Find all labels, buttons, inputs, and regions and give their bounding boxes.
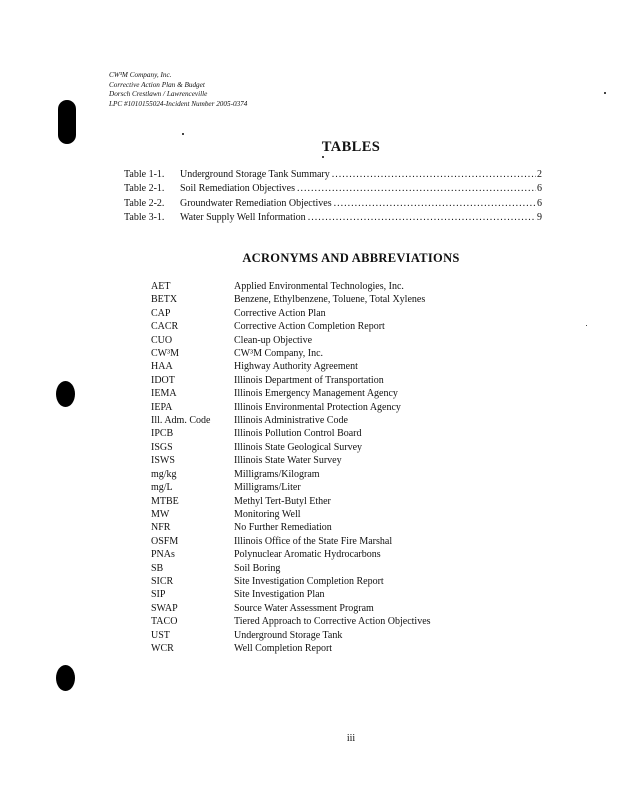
acronym-row bbox=[151, 293, 431, 306]
acronym-row bbox=[151, 387, 431, 400]
table-entry bbox=[124, 211, 542, 225]
acronym-row bbox=[151, 374, 431, 387]
table-entry-title: Soil Remediation Objectives bbox=[180, 183, 295, 195]
tables-list bbox=[124, 168, 542, 225]
acronym-definition: CW³M Company, Inc. bbox=[234, 348, 324, 360]
acronym-row bbox=[151, 588, 431, 601]
header-incident: LPC #1010155024-Incident Number 2005-0374 bbox=[109, 99, 248, 108]
acronym-row bbox=[151, 441, 431, 454]
acronym-abbreviation: IEPA bbox=[151, 401, 173, 413]
acronym-abbreviation: BETX bbox=[151, 294, 178, 306]
acronym-row bbox=[151, 495, 431, 508]
acronym-definition: No Further Remediation bbox=[234, 522, 332, 534]
acronym-abbreviation: CACR bbox=[151, 321, 179, 333]
acronym-row bbox=[151, 307, 431, 320]
acronym-definition: Illinois Administrative Code bbox=[234, 415, 348, 427]
dot-leader bbox=[297, 182, 536, 196]
acronym-definition: Corrective Action Plan bbox=[234, 307, 326, 319]
punch-hole-middle bbox=[56, 381, 75, 407]
table-entry-title: Water Supply Well Information bbox=[180, 211, 306, 223]
acronym-row bbox=[151, 280, 431, 293]
acronym-abbreviation: NFR bbox=[151, 522, 171, 534]
acronym-row bbox=[151, 548, 431, 561]
acronym-abbreviation: CW³M bbox=[151, 348, 179, 360]
punch-hole-bottom bbox=[56, 665, 75, 691]
table-entry-page: 2 bbox=[537, 169, 542, 180]
table-entry bbox=[124, 168, 542, 182]
acronym-definition: Well Completion Report bbox=[234, 642, 333, 654]
acronym-abbreviation: SIP bbox=[151, 589, 166, 601]
acronym-abbreviation: mg/kg bbox=[151, 468, 177, 480]
acronym-definition: Illinois Environmental Protection Agency bbox=[234, 401, 401, 413]
acronym-row bbox=[151, 347, 431, 360]
acronym-row bbox=[151, 562, 431, 575]
acronym-definition: Illinois State Water Survey bbox=[234, 455, 342, 467]
acronym-row bbox=[151, 401, 431, 414]
acronym-definition: Applied Environmental Technologies, Inc. bbox=[234, 281, 404, 292]
acronym-abbreviation: IDOT bbox=[151, 374, 175, 386]
acronym-definition: Illinois State Geological Survey bbox=[234, 441, 363, 453]
acronym-definition: Source Water Assessment Program bbox=[234, 602, 374, 614]
punch-hole-top bbox=[58, 100, 76, 144]
scan-speck bbox=[322, 156, 324, 158]
acronym-row bbox=[151, 334, 431, 347]
acronym-abbreviation: mg/L bbox=[151, 482, 173, 494]
acronym-definition: Milligrams/Kilogram bbox=[234, 468, 320, 480]
scan-speck bbox=[586, 325, 587, 326]
acronym-abbreviation: TACO bbox=[151, 616, 178, 628]
acronym-definition: Illinois Pollution Control Board bbox=[234, 428, 362, 440]
acronym-abbreviation: PNAs bbox=[151, 549, 175, 561]
header-company: CW³M Company, Inc. bbox=[109, 71, 172, 79]
acronym-row bbox=[151, 320, 431, 333]
table-entry-page: 9 bbox=[537, 211, 542, 223]
acronym-row bbox=[151, 615, 431, 628]
table-entry-page: 6 bbox=[537, 183, 542, 195]
acronym-definition: Methyl Tert-Butyl Ether bbox=[234, 495, 331, 507]
acronym-definition: Monitoring Well bbox=[234, 508, 301, 520]
acronym-row bbox=[151, 629, 431, 642]
acronym-abbreviation: CAP bbox=[151, 307, 171, 319]
acronym-definition: Polynuclear Aromatic Hydrocarbons bbox=[234, 549, 381, 561]
acronym-abbreviation: ISWS bbox=[151, 455, 175, 467]
document-header bbox=[109, 71, 247, 109]
acronym-definition: Illinois Department of Transportation bbox=[234, 374, 384, 386]
acronym-row bbox=[151, 602, 431, 615]
scan-speck bbox=[182, 133, 184, 135]
acronym-abbreviation: WCR bbox=[151, 642, 174, 654]
acronym-abbreviation: IEMA bbox=[151, 388, 177, 400]
acronym-definition: Site Investigation Plan bbox=[234, 589, 325, 601]
acronym-abbreviation: UST bbox=[151, 629, 170, 641]
acronym-row bbox=[151, 454, 431, 467]
header-document-type: Corrective Action Plan & Budget bbox=[109, 80, 205, 89]
acronym-row bbox=[151, 521, 431, 534]
table-entry-label: Table 1-1. bbox=[124, 169, 165, 180]
acronym-abbreviation: ISGS bbox=[151, 441, 173, 453]
table-entry-title: Groundwater Remediation Objectives bbox=[180, 197, 332, 209]
acronym-row bbox=[151, 427, 431, 440]
acronym-definition: Corrective Action Completion Report bbox=[234, 321, 385, 333]
tables-heading: TABLES bbox=[321, 139, 381, 155]
acronym-row bbox=[151, 508, 431, 521]
acronym-definition: Illinois Office of the State Fire Marshal bbox=[234, 535, 393, 547]
acronyms-heading: ACRONYMS AND ABBREVIATIONS bbox=[242, 251, 460, 265]
acronym-definition: Clean-up Objective bbox=[234, 334, 313, 346]
acronym-row bbox=[151, 642, 431, 655]
acronym-row bbox=[151, 414, 431, 427]
acronym-abbreviation: Ill. Adm. Code bbox=[151, 415, 211, 427]
acronym-abbreviation: IPCB bbox=[151, 428, 174, 440]
acronym-definition: Soil Boring bbox=[234, 562, 281, 574]
acronym-abbreviation: OSFM bbox=[151, 535, 179, 547]
acronym-row bbox=[151, 360, 431, 373]
acronym-abbreviation: MTBE bbox=[151, 495, 179, 507]
acronym-abbreviation: HAA bbox=[151, 361, 173, 373]
acronyms-list bbox=[151, 280, 431, 655]
acronym-abbreviation: MW bbox=[151, 508, 170, 520]
header-site: Dorsch Crestlawn / Lawrenceville bbox=[109, 90, 208, 99]
acronym-abbreviation: SB bbox=[151, 562, 164, 574]
acronym-definition: Benzene, Ethylbenzene, Toluene, Total Xylenes bbox=[234, 294, 426, 306]
scan-speck bbox=[604, 92, 606, 94]
acronym-definition: Highway Authority Agreement bbox=[234, 361, 358, 373]
acronym-definition: Tiered Approach to Corrective Action Objectives bbox=[234, 616, 431, 628]
dot-leader bbox=[308, 211, 536, 225]
acronym-row bbox=[151, 481, 431, 494]
acronym-abbreviation: SWAP bbox=[151, 602, 178, 614]
acronym-definition: Underground Storage Tank bbox=[234, 629, 343, 641]
table-entry-title: Underground Storage Tank Summary bbox=[180, 169, 330, 180]
table-entry-label: Table 2-1. bbox=[124, 183, 165, 195]
acronym-definition: Site Investigation Completion Report bbox=[234, 575, 384, 587]
acronym-row bbox=[151, 575, 431, 588]
table-entry-label: Table 2-2. bbox=[124, 197, 165, 209]
acronym-abbreviation: SICR bbox=[151, 575, 174, 587]
acronym-abbreviation: AET bbox=[151, 281, 171, 292]
acronym-definition: Illinois Emergency Management Agency bbox=[234, 388, 398, 400]
table-entry-label: Table 3-1. bbox=[124, 211, 165, 223]
acronym-row bbox=[151, 535, 431, 548]
acronym-definition: Milligrams/Liter bbox=[234, 482, 301, 494]
dot-leader bbox=[334, 197, 536, 211]
acronym-row bbox=[151, 468, 431, 481]
dot-leader bbox=[332, 168, 536, 182]
acronym-abbreviation: CUO bbox=[151, 334, 173, 346]
table-entry bbox=[124, 197, 542, 211]
table-entry bbox=[124, 182, 542, 196]
table-entry-page: 6 bbox=[537, 197, 542, 209]
page-number: iii bbox=[346, 733, 356, 744]
